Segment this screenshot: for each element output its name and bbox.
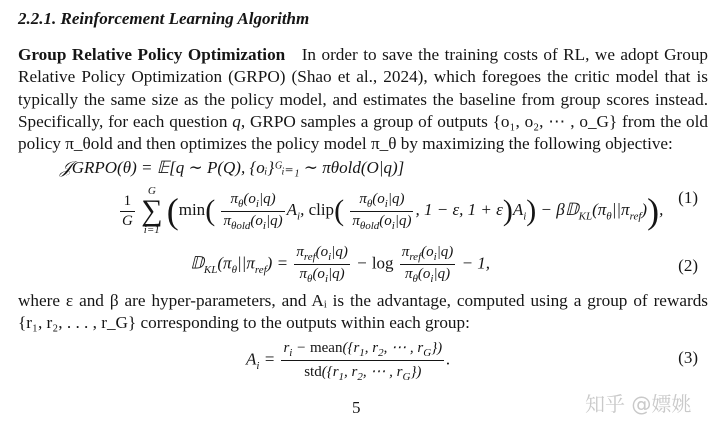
page-number: 5 — [352, 398, 361, 417]
paragraph-advantage: where ε and β are hyper-parameters, and Aᵢ is the advantage, computed using a group of rewards {r₁, r₂, . . . , r_G} corresponding to the outputs within each group: — [18, 291, 708, 333]
equation-1-line-1: 𝒥GRPO(θ) = 𝔼[q ∼ P(Q), {oᵢ}ᴳᵢ₌₁ ∼ πθold(O|q)] — [60, 158, 405, 177]
paragraph-text-b: , GRPO samples a group of outputs {o₁, o₂, ⋯ , o_G} from the old policy π_θold and then optimizes the policy model π_θ by maximizing the following objective: — [18, 111, 708, 154]
equation-3-number: (3) — [678, 348, 698, 367]
equation-1-number: (1) — [678, 188, 698, 207]
equation-2: $𝔻_{KL}(\pi_\theta||\pi_{ref})$ = $\frac{\pi_{ref}(o_i|q)}{\pi_\theta(o_i|q)}$ − log $\frac{\pi_{ref}(o_i|q)}{\pi_\theta(o_i|q)}$ − 1, — [190, 244, 491, 285]
question-symbol: q — [232, 111, 241, 131]
paragraph-text-a: In order to save the training costs of RL, we adopt Group Relative Policy Optimization (GRPO) (Shao et al., 2024), which foregoes the critic model that is typically the same size as the policy model, and estimates the baseline from group scores instead. Specifically, for each question — [18, 45, 709, 131]
paragraph-lead: Group Relative Policy Optimization — [18, 45, 286, 64]
section-heading: 2.2.1. Reinforcement Learning Algorithm — [18, 9, 310, 28]
watermark: 知乎 @嫖姚 — [585, 392, 692, 416]
equation-3: $A_i$ = $\frac{r_i - mean(\{r_1, r_2, \cdots , r_G\})}{std(\{r_1, r_2, \cdots , r_G\})}$ . — [246, 340, 451, 383]
paragraph-grpo — [18, 44, 708, 155]
equation-1-line-2: $\frac{1}{G}$ G ∑ i=1 (min( $\frac{\pi_\theta(o_i|q)}{\pi_{\theta old}(o_i|q)}$ $A_i$, clip( $\frac{\pi_\theta(o_i|q)}{\pi_{\theta old}(o_i|q)}$ , 1 − ε, $1 + \varepsilon)A_i$) − $\beta 𝔻_{KL}(\pi_\theta||\pi_{ref})$), — [122, 185, 664, 236]
equation-2-number: (2) — [678, 256, 698, 275]
